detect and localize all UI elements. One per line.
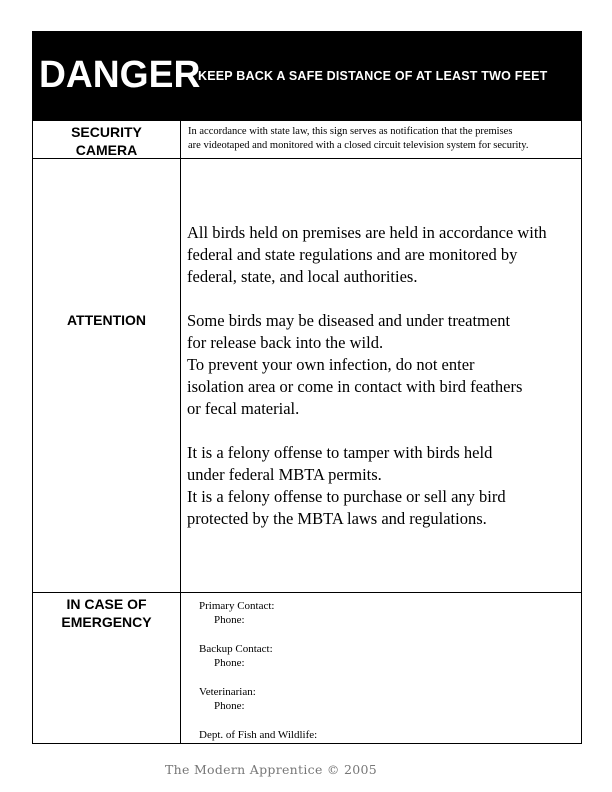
text-line: It is a felony offense to purchase or sell any bird bbox=[187, 487, 506, 506]
veterinarian-phone-label: Phone: bbox=[214, 700, 245, 712]
text-line: federal, state, and local authorities. bbox=[187, 267, 418, 286]
security-notice bbox=[188, 125, 576, 153]
text-line: It is a felony offense to tamper with birds held bbox=[187, 443, 493, 462]
primary-contact-label: Primary Contact: bbox=[199, 600, 275, 612]
attention-text bbox=[187, 222, 577, 552]
danger-title: DANGER bbox=[39, 54, 201, 96]
attention-label: ATTENTION bbox=[66, 312, 147, 328]
regulations-paragraph bbox=[187, 222, 577, 288]
text-line: federal and state regulations and are monitored by bbox=[187, 245, 518, 264]
text-line: Some birds may be diseased and under treatment bbox=[187, 311, 511, 330]
veterinarian-label: Veterinarian: bbox=[199, 686, 256, 698]
danger-header-bar bbox=[33, 32, 581, 120]
text-line: isolation area or come in contact with bird feathers bbox=[187, 377, 523, 396]
security-label-line: SECURITY bbox=[71, 124, 142, 140]
footer-credit: The Modern Apprentice © 2005 bbox=[165, 762, 378, 777]
backup-contact bbox=[199, 642, 317, 670]
attention-row bbox=[33, 158, 581, 592]
primary-contact bbox=[199, 599, 317, 627]
safe-distance-message: KEEP BACK A SAFE DISTANCE OF AT LEAST TWO FEET bbox=[198, 69, 548, 83]
text-line: To prevent your own infection, do not enter bbox=[187, 355, 475, 374]
backup-contact-label: Backup Contact: bbox=[199, 643, 273, 655]
emergency-contacts bbox=[199, 599, 317, 742]
security-camera-label bbox=[33, 123, 180, 159]
disease-warning-paragraph bbox=[187, 310, 577, 420]
text-line: for release back into the wild. bbox=[187, 333, 384, 352]
primary-phone-label: Phone: bbox=[214, 614, 245, 626]
text-line: protected by the MBTA laws and regulations. bbox=[187, 509, 487, 528]
danger-sign bbox=[32, 31, 582, 744]
security-camera-row bbox=[33, 120, 581, 158]
emergency-label bbox=[33, 595, 180, 631]
text-line: under federal MBTA permits. bbox=[187, 465, 382, 484]
security-notice-line: In accordance with state law, this sign serves as notification that the premises bbox=[188, 126, 513, 137]
backup-phone-label: Phone: bbox=[214, 657, 245, 669]
emergency-row bbox=[33, 592, 581, 743]
text-line: All birds held on premises are held in accordance with bbox=[187, 223, 547, 242]
camera-label-line: CAMERA bbox=[75, 142, 138, 158]
security-notice-line: are videotaped and monitored with a closed circuit television system for security. bbox=[188, 140, 529, 151]
emergency-label-line: EMERGENCY bbox=[61, 614, 152, 630]
fish-wildlife-label: Dept. of Fish and Wildlife: bbox=[199, 729, 318, 741]
veterinarian-contact bbox=[199, 685, 317, 713]
emergency-label-line: IN CASE OF bbox=[66, 596, 147, 612]
felony-warning-paragraph bbox=[187, 442, 577, 530]
text-line: or fecal material. bbox=[187, 399, 300, 418]
